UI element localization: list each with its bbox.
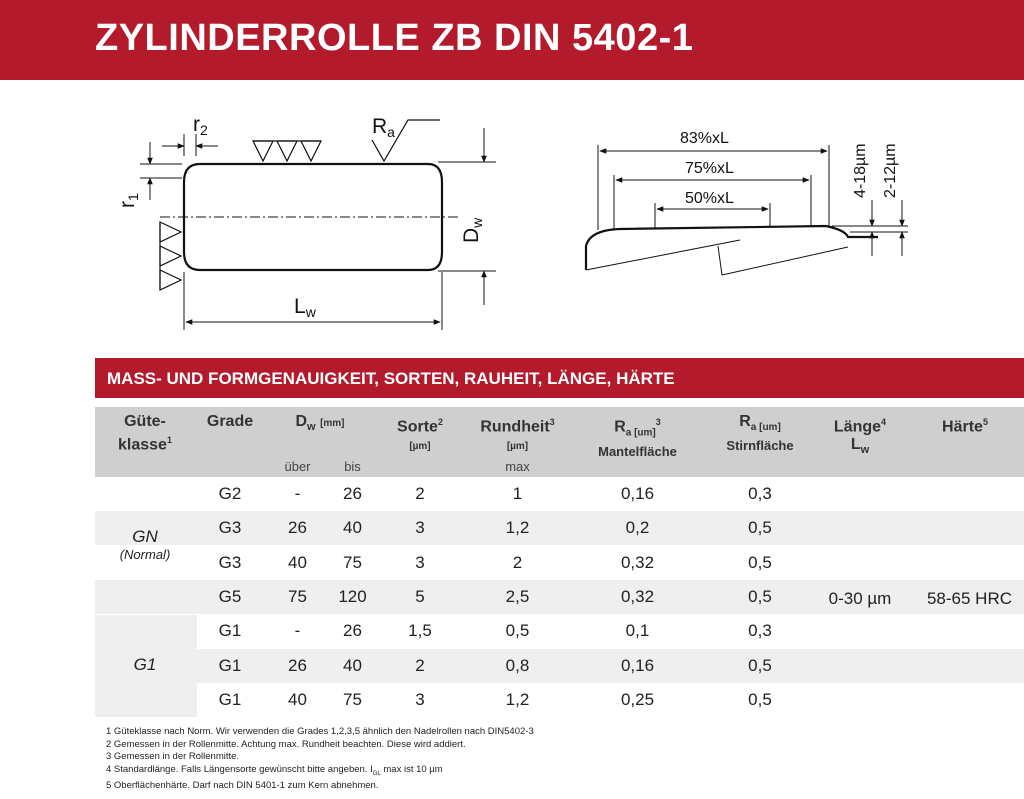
cell-grade: G1 xyxy=(218,655,242,675)
cell-sorte: 3 xyxy=(415,518,425,538)
section-title: MASS- UND FORMGENAUIGKEIT, SORTEN, RAUHEIT, LÄNGE, HÄRTE xyxy=(107,369,675,388)
cell-rundheit: 2,5 xyxy=(505,586,530,606)
cell-ra-stirn: 0,5 xyxy=(748,518,772,538)
cell-bis: 26 xyxy=(343,484,362,503)
cell-rundheit: 1,2 xyxy=(505,689,530,709)
group-g1: G1 xyxy=(133,655,157,674)
table-row xyxy=(95,614,1024,648)
header-bis: bis xyxy=(344,459,361,474)
cell-ra-mantel: 0,1 xyxy=(625,621,650,641)
dim-83-label: 83%xL xyxy=(680,130,729,147)
cell-sorte: 1,5 xyxy=(408,621,432,641)
tolerance-label-2: 2-12µm xyxy=(882,143,899,198)
haerte-value: 58-65 HRC xyxy=(926,589,1013,608)
cell-ra-stirn: 0,3 xyxy=(748,621,772,641)
table-row xyxy=(95,649,1024,683)
header-laenge: Länge$^4$ $L_w$ xyxy=(833,417,887,457)
cell-ra-mantel: 0,25 xyxy=(620,689,655,709)
technical-drawing xyxy=(0,0,1024,350)
header-grade: Grade xyxy=(206,413,254,430)
cell-ueber: 26 xyxy=(288,655,307,675)
cell-ra-stirn: 0,5 xyxy=(748,655,772,675)
cell-ueber: - xyxy=(294,484,301,503)
cell-grade: G5 xyxy=(218,586,242,606)
cell-bis: 40 xyxy=(343,518,362,538)
header-dw: $D_w$ [mm] xyxy=(295,413,345,434)
header-ueber: über xyxy=(284,459,311,474)
roller-drawing xyxy=(140,120,496,330)
cell-rundheit: 1,2 xyxy=(505,518,530,538)
lw-label: Lw xyxy=(294,295,316,320)
header-max: max xyxy=(505,459,530,474)
cell-grade: G3 xyxy=(218,552,242,572)
cell-ra-mantel: 0,32 xyxy=(620,552,655,572)
cell-grade: G2 xyxy=(218,484,242,503)
footnote-4: 4 Standardlänge. Falls Längensorte gewünscht bitte angeben. $I_{GL}$ max ist 10 µm xyxy=(106,763,443,777)
cell-grade: G1 xyxy=(218,621,242,641)
group-gn: GN (Normal) xyxy=(119,527,171,562)
cell-sorte: 2 xyxy=(415,655,425,675)
table-row xyxy=(95,546,1024,580)
cell-rundheit: 2 xyxy=(512,552,523,572)
page-title: ZYLINDERROLLE ZB DIN 5402-1 xyxy=(95,17,694,59)
r1-label: r1 xyxy=(116,193,141,208)
cell-bis: 26 xyxy=(343,621,362,641)
cell-sorte: 3 xyxy=(415,552,425,572)
cell-ra-mantel: 0,16 xyxy=(620,655,655,675)
cell-ra-stirn: 0,5 xyxy=(748,689,772,709)
cell-bis: 120 xyxy=(338,586,367,606)
cell-ueber: 40 xyxy=(288,552,307,572)
dim-75-label: 75%xL xyxy=(685,160,734,177)
cell-sorte: 3 xyxy=(415,689,425,709)
cell-ra-mantel: 0,2 xyxy=(625,518,650,538)
cell-rundheit: 0,8 xyxy=(505,655,530,675)
cell-sorte: 5 xyxy=(415,586,425,606)
cell-rundheit: 1 xyxy=(512,484,523,503)
footnotes xyxy=(106,726,534,793)
cell-ra-mantel: 0,16 xyxy=(620,484,655,503)
r2-label: r2 xyxy=(193,113,208,138)
cell-ra-stirn: 0,3 xyxy=(748,484,772,503)
dw-label: Dw xyxy=(460,217,485,243)
cell-sorte: 2 xyxy=(415,484,425,503)
tolerance-label-1: 4-18µm xyxy=(852,143,869,198)
cell-ueber: - xyxy=(294,621,301,641)
dim-50-label: 50%xL xyxy=(685,190,734,207)
cell-ra-stirn: 0,5 xyxy=(748,552,772,572)
table-row xyxy=(95,683,1024,717)
section-banner xyxy=(95,358,1024,398)
table-row xyxy=(95,511,1024,545)
footnote-2: 2 Gemessen in der Rollenmitte. Achtung max. Rundheit beachten. Diese wird addiert. xyxy=(106,738,466,750)
footnote-1: 1 Güteklasse nach Norm. Wir verwenden die Grades 1,2,3,5 ähnlich den Nadelrollen nach DIN5402-3 xyxy=(106,726,534,737)
header-sorte: Sorte$^2$ [µm] xyxy=(397,417,443,453)
cell-ra-mantel: 0,32 xyxy=(620,586,655,606)
cell-ueber: 26 xyxy=(288,518,307,538)
ra-label: Ra xyxy=(372,115,395,140)
footnote-5: 5 Oberflächenhärte. Darf nach DIN 5401-1 zum Kern abnehmen. xyxy=(106,780,379,792)
footnote-3: 3 Gemessen in der Rollenmitte. xyxy=(106,751,240,763)
cell-ueber: 40 xyxy=(288,689,307,709)
cell-bis: 40 xyxy=(343,655,362,675)
laenge-value: 0-30 µm xyxy=(828,589,892,608)
header-rundheit: Rundheit$^3$ [µm] xyxy=(480,417,555,453)
table-header xyxy=(95,407,1024,477)
cell-ra-stirn: 0,5 xyxy=(748,586,772,606)
table-row xyxy=(95,477,1024,511)
header-ra-stirn: $R_{a [um]}$ Stirnfläche xyxy=(726,413,794,454)
header-ra-mantel: $R_{a [um]}^3$ Mantelfläche xyxy=(598,417,677,459)
cell-bis: 75 xyxy=(343,552,362,572)
header-haerte: Härte$^5$ xyxy=(942,417,988,436)
cell-ueber: 75 xyxy=(288,586,307,606)
header-gueteklasse: Güte- klasse$^1$ xyxy=(118,413,172,454)
cell-rundheit: 0,5 xyxy=(505,621,530,641)
cell-grade: G1 xyxy=(218,689,242,709)
cell-grade: G3 xyxy=(218,518,242,538)
cell-bis: 75 xyxy=(343,689,362,709)
